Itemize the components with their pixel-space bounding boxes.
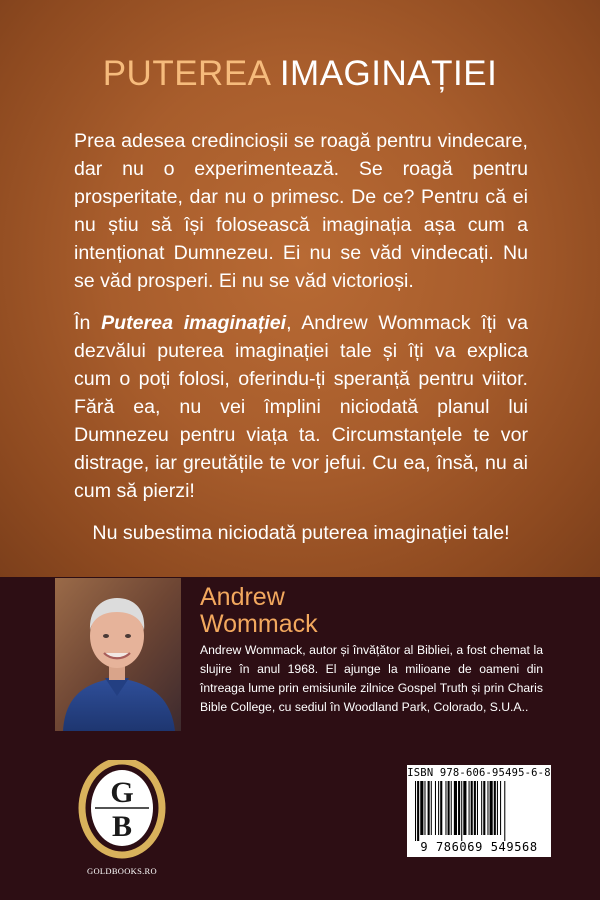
barcode-bar xyxy=(431,781,432,835)
barcode-bar xyxy=(490,781,493,835)
goldbooks-logo-icon xyxy=(75,760,169,880)
blurb-p2-rest: , Andrew Wommack îți va dezvălui puterea imaginației tale și îți va explica cum o poți folosi, oferindu-ți speranță pentru viitor. Fără ea, nu vei împlini niciodată planul lui Dumnezeu pentru viața ta. Circumstanțele te vor distrage, iar greutățile te vor jefui. Cu ea, însă, nu ai cum să pierzi! xyxy=(74,312,528,502)
barcode-bar xyxy=(454,781,457,835)
barcode-bar xyxy=(417,781,419,841)
barcode-bar xyxy=(448,781,450,835)
barcode-bar xyxy=(445,781,446,835)
barcode-bar xyxy=(481,781,482,835)
goldbooks-logo-graphic xyxy=(75,760,169,870)
barcode-bar xyxy=(458,781,460,835)
title-part-1: PUTEREA xyxy=(102,54,270,93)
barcode-bar xyxy=(461,781,462,841)
author-last-name: Wommack xyxy=(200,610,318,638)
barcode-bar xyxy=(471,781,473,835)
blurb-book-title-italic: Puterea imaginației xyxy=(101,312,287,334)
barcode-bar xyxy=(477,781,478,835)
author-name xyxy=(200,584,318,638)
blurb-paragraph-1: Prea adesea credincioșii se roagă pentru vindecare, dar nu o experimentează. Se roagă pentru prosperitate, dar nu o primesc. De ce? Pentru că ei nu știu să își folosească imaginația așa cum a intenționat Dumnezeu. Ei nu se văd vindecați. Nu se văd prosperi. Ei nu se văd victorioși. xyxy=(74,130,528,292)
barcode-bar xyxy=(451,781,452,835)
isbn-label: ISBN 978-606-95495-6-8 xyxy=(407,767,551,779)
barcode-bar xyxy=(483,781,485,835)
barcode-bar xyxy=(415,781,416,841)
barcode-bar xyxy=(428,781,430,835)
blurb-paragraph-3: Nu subestima niciodată puterea imaginației tale! xyxy=(92,522,510,544)
blurb xyxy=(74,127,528,561)
isbn-digits: 9 786069 549568 xyxy=(420,840,538,854)
barcode-bar xyxy=(420,781,423,835)
logo-letter-b: B xyxy=(111,810,133,843)
isbn-barcode xyxy=(407,765,551,857)
barcode-bar xyxy=(424,781,425,835)
publisher-name: GOLDBOOKS.RO xyxy=(87,866,157,876)
barcode-bar xyxy=(440,781,442,835)
author-bio: Andrew Wommack, autor și învățător al Bibliei, a fost chemat la slujire în anul 1968. El ajunge la milioane de oameni din întreaga lume prin emisiunile zilnice Gospel Truth și prin Charis Bible College, cu sediul în Woodland Park, Colorado, S.U.A.. xyxy=(200,643,543,714)
barcode-icon xyxy=(413,781,545,841)
author-first-name: Andrew xyxy=(200,583,285,611)
logo-letter-g: G xyxy=(110,776,134,809)
barcode-bar xyxy=(474,781,476,835)
title-part-2: IMAGINAȚIEI xyxy=(279,54,498,93)
author-portrait xyxy=(55,578,181,731)
barcode-bar xyxy=(504,781,505,841)
book-title xyxy=(0,52,600,96)
blurb-p2-prefix: În xyxy=(74,312,102,334)
blurb-paragraph-2 xyxy=(74,309,528,505)
barcode-bar xyxy=(500,781,501,835)
barcode-bar xyxy=(487,781,488,835)
barcode-bar xyxy=(494,781,496,835)
barcode-bar xyxy=(463,781,466,835)
barcode-bar xyxy=(469,781,470,835)
author-portrait-illustration xyxy=(55,578,181,731)
barcode-bar xyxy=(435,781,436,835)
barcode-bar xyxy=(497,781,498,835)
barcode-bar xyxy=(438,781,439,835)
